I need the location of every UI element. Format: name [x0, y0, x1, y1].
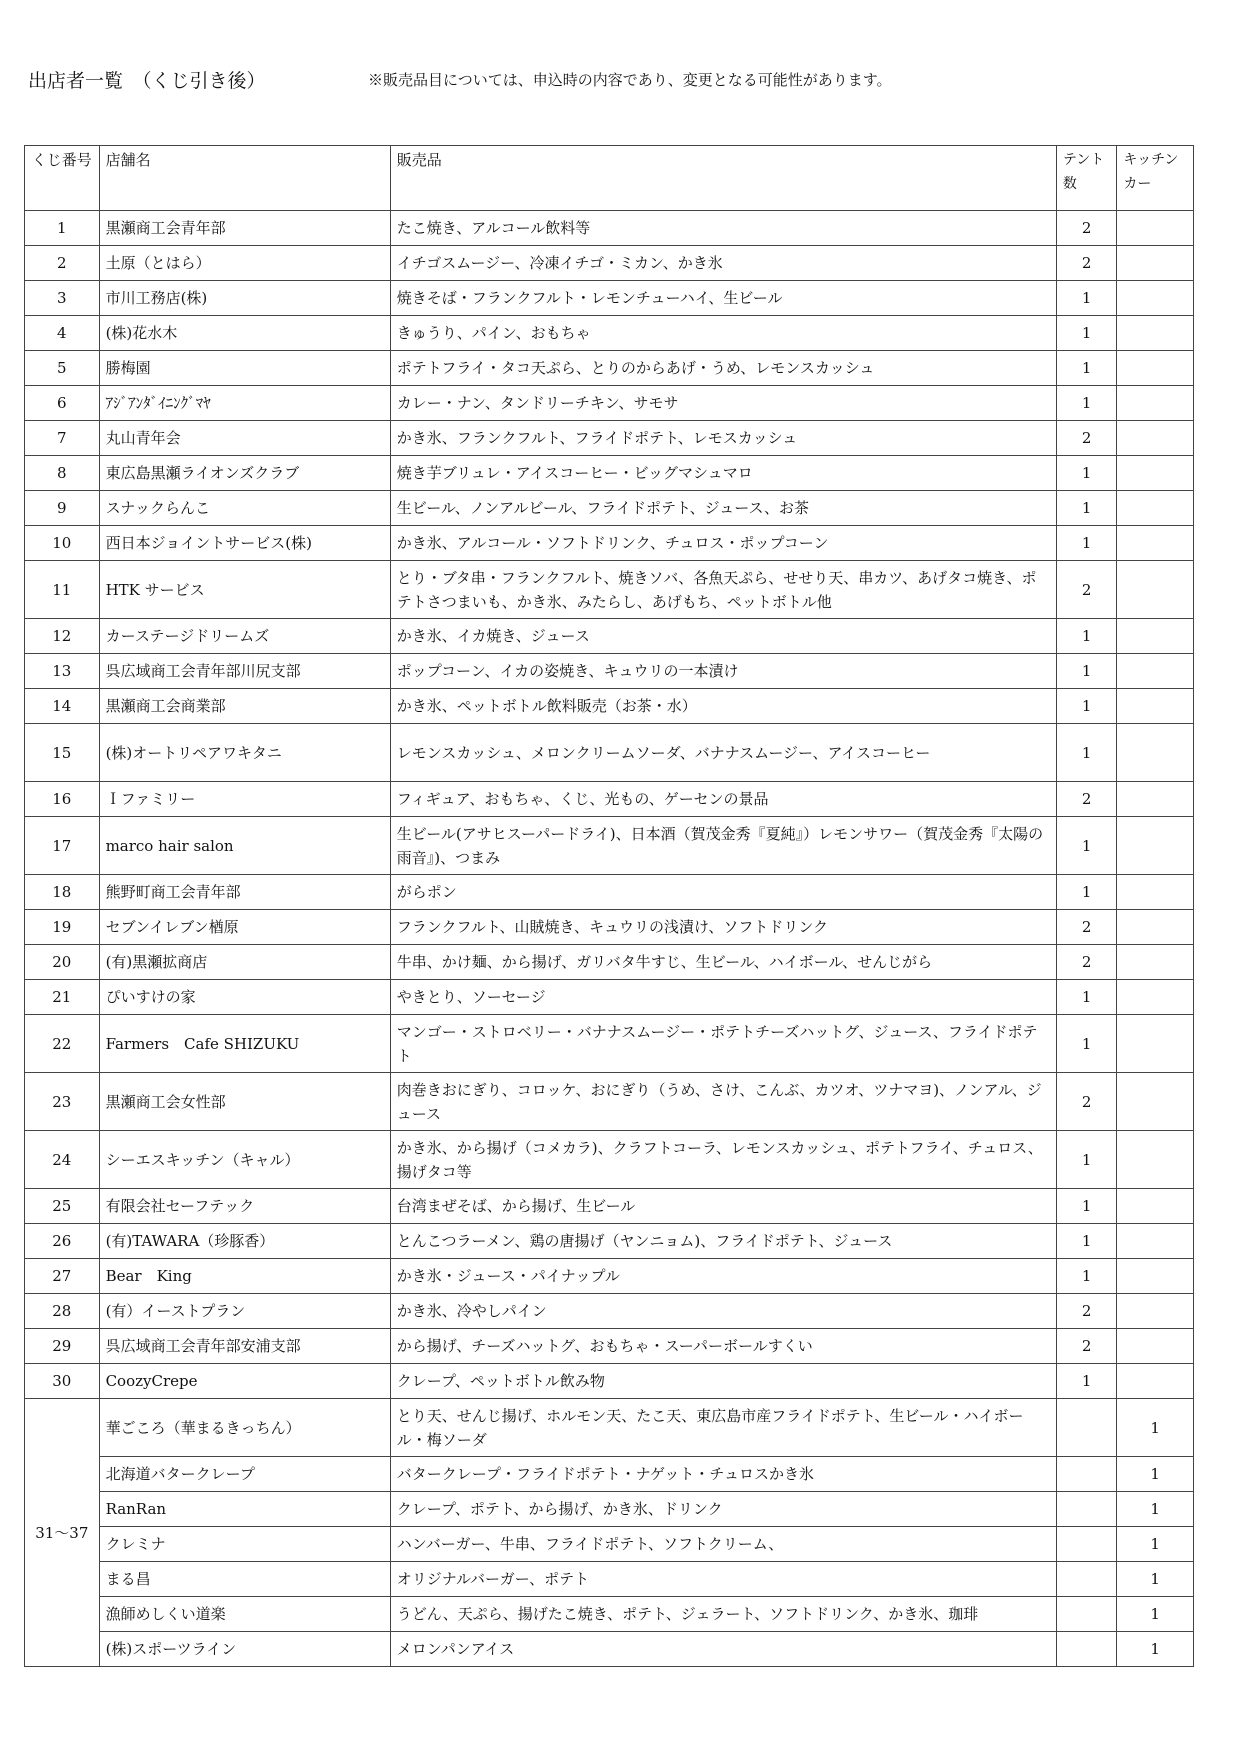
tent-count: 1	[1056, 1259, 1116, 1294]
kitchen-car-count	[1117, 211, 1194, 246]
lottery-number: 24	[25, 1131, 100, 1189]
table-row	[25, 689, 1194, 724]
shop-name: 黒瀬商工会女性部	[99, 1073, 390, 1131]
tent-count: 1	[1056, 526, 1116, 561]
kitchen-car-count	[1117, 456, 1194, 491]
kitchen-car-count: 1	[1117, 1492, 1194, 1527]
shop-name: 北海道バタークレープ	[99, 1457, 390, 1492]
tent-count: 2	[1056, 1294, 1116, 1329]
shop-name: (株)オートリペアワキタニ	[99, 724, 390, 782]
shop-name: (有)黒瀬拡商店	[99, 945, 390, 980]
sale-items: 生ビール、ノンアルビール、フライドポテト、ジュース、お茶	[390, 491, 1056, 526]
sale-items: フランクフルト、山賊焼き、キュウリの浅漬け、ソフトドリンク	[390, 910, 1056, 945]
page-title: 出店者一覧 （くじ引き後）	[28, 70, 266, 92]
tent-count: 1	[1056, 491, 1116, 526]
tent-count	[1056, 1597, 1116, 1632]
vendor-table	[24, 145, 1194, 1667]
table-row	[25, 875, 1194, 910]
kitchen-car-count	[1117, 386, 1194, 421]
sale-items: 生ビール(アサヒスーパードライ)、日本酒（賀茂金秀『夏純』）レモンサワー（賀茂金秀『太陽の雨音』)、つまみ	[390, 817, 1056, 875]
table-row	[25, 1457, 1194, 1492]
lottery-number: 6	[25, 386, 100, 421]
kitchen-car-count	[1117, 1294, 1194, 1329]
tent-count: 2	[1056, 910, 1116, 945]
sale-items: うどん、天ぷら、揚げたこ焼き、ポテト、ジェラート、ソフトドリンク、かき氷、珈琲	[390, 1597, 1056, 1632]
lottery-number: 3	[25, 281, 100, 316]
tent-count: 1	[1056, 1224, 1116, 1259]
kitchen-car-count	[1117, 619, 1194, 654]
lottery-number: 12	[25, 619, 100, 654]
kitchen-car-count	[1117, 316, 1194, 351]
sale-items: レモンスカッシュ、メロンクリームソーダ、バナナスムージー、アイスコーヒー	[390, 724, 1056, 782]
table-row	[25, 421, 1194, 456]
tent-count: 1	[1056, 1364, 1116, 1399]
sale-items: マンゴー・ストロベリー・バナナスムージー・ポテトチーズハットグ、ジュース、フライドポテト	[390, 1015, 1056, 1073]
kitchen-car-count: 1	[1117, 1562, 1194, 1597]
kitchen-car-count	[1117, 654, 1194, 689]
shop-name: 市川工務店(株)	[99, 281, 390, 316]
shop-name: Bear King	[99, 1259, 390, 1294]
kitchen-car-count: 1	[1117, 1597, 1194, 1632]
tent-count	[1056, 1562, 1116, 1597]
table-row	[25, 654, 1194, 689]
sale-items: かき氷、から揚げ（コメカラ)、クラフトコーラ、レモンスカッシュ、ポテトフライ、チュロス、揚げタコ等	[390, 1131, 1056, 1189]
shop-name: 有限会社セーフテック	[99, 1189, 390, 1224]
table-row	[25, 1224, 1194, 1259]
kitchen-car-count	[1117, 1364, 1194, 1399]
tent-count: 1	[1056, 817, 1116, 875]
tent-count: 1	[1056, 1015, 1116, 1073]
sale-items: 牛串、かけ麺、から揚げ、ガリバタ牛すじ、生ビール、ハイボール、せんじがら	[390, 945, 1056, 980]
tent-count: 2	[1056, 561, 1116, 619]
table-row	[25, 724, 1194, 782]
shop-name: (有)TAWARA（珍豚香）	[99, 1224, 390, 1259]
sale-items: かき氷、フランクフルト、フライドポテト、レモスカッシュ	[390, 421, 1056, 456]
sale-items: とり・ブタ串・フランクフルト、焼きソバ、各魚天ぷら、せせり天、串カツ、あげタコ焼き、ポテトさつまいも、かき氷、みたらし、あげもち、ペットボトル他	[390, 561, 1056, 619]
kitchen-car-count	[1117, 281, 1194, 316]
table-row	[25, 1189, 1194, 1224]
table-row	[25, 351, 1194, 386]
table-row	[25, 980, 1194, 1015]
lottery-number: 26	[25, 1224, 100, 1259]
sale-items: クレープ、ポテト、から揚げ、かき氷、ドリンク	[390, 1492, 1056, 1527]
lottery-number: 1	[25, 211, 100, 246]
table-row	[25, 1015, 1194, 1073]
shop-name: セブンイレブン楢原	[99, 910, 390, 945]
shop-name: スナックらんこ	[99, 491, 390, 526]
tent-count	[1056, 1632, 1116, 1667]
lottery-number: 8	[25, 456, 100, 491]
kitchen-car-count: 1	[1117, 1399, 1194, 1457]
lottery-number: 14	[25, 689, 100, 724]
tent-count: 1	[1056, 316, 1116, 351]
shop-name: (株)花水木	[99, 316, 390, 351]
table-row	[25, 1527, 1194, 1562]
table-row	[25, 1632, 1194, 1667]
kitchen-car-count	[1117, 875, 1194, 910]
page-header	[28, 66, 1228, 96]
shop-name: ぴいすけの家	[99, 980, 390, 1015]
tent-count	[1056, 1527, 1116, 1562]
shop-name: ｱｼﾞｱﾝﾀﾞｲﾆﾝｸﾞﾏﾔ	[99, 386, 390, 421]
kitchen-car-count	[1117, 351, 1194, 386]
sale-items: イチゴスムージー、冷凍イチゴ・ミカン、かき氷	[390, 246, 1056, 281]
lottery-number: 21	[25, 980, 100, 1015]
kitchen-car-count	[1117, 782, 1194, 817]
shop-name: 勝梅園	[99, 351, 390, 386]
kitchen-car-count	[1117, 491, 1194, 526]
tent-count: 1	[1056, 689, 1116, 724]
tent-count: 2	[1056, 1329, 1116, 1364]
lottery-number-group: 31～37	[25, 1399, 100, 1667]
sale-items: オリジナルバーガー、ポテト	[390, 1562, 1056, 1597]
table-row	[25, 1562, 1194, 1597]
shop-name: 丸山青年会	[99, 421, 390, 456]
shop-name: CoozyCrepe	[99, 1364, 390, 1399]
kitchen-car-count	[1117, 1259, 1194, 1294]
sale-items: とんこつラーメン、鶏の唐揚げ（ヤンニョム)、フライドポテト、ジュース	[390, 1224, 1056, 1259]
tent-count: 1	[1056, 875, 1116, 910]
lottery-number: 2	[25, 246, 100, 281]
lottery-number: 18	[25, 875, 100, 910]
lottery-number: 28	[25, 1294, 100, 1329]
shop-name: 西日本ジョイントサービス(株)	[99, 526, 390, 561]
kitchen-car-count	[1117, 1015, 1194, 1073]
sale-items: 台湾まぜそば、から揚げ、生ビール	[390, 1189, 1056, 1224]
sale-items: やきとり、ソーセージ	[390, 980, 1056, 1015]
sale-items: きゅうり、パイン、おもちゃ	[390, 316, 1056, 351]
sale-items: ポテトフライ・タコ天ぷら、とりのからあげ・うめ、レモンスカッシュ	[390, 351, 1056, 386]
kitchen-car-count	[1117, 945, 1194, 980]
lottery-number: 9	[25, 491, 100, 526]
shop-name: (株)スポーツライン	[99, 1632, 390, 1667]
shop-name: marco hair salon	[99, 817, 390, 875]
table-body	[25, 211, 1194, 1667]
kitchen-car-count: 1	[1117, 1457, 1194, 1492]
sale-items: ポップコーン、イカの姿焼き、キュウリの一本漬け	[390, 654, 1056, 689]
sale-items: から揚げ、チーズハットグ、おもちゃ・スーパーボールすくい	[390, 1329, 1056, 1364]
lottery-number: 4	[25, 316, 100, 351]
shop-name: 漁師めしくい道楽	[99, 1597, 390, 1632]
kitchen-car-count	[1117, 724, 1194, 782]
sale-items: かき氷・ジュース・パイナップル	[390, 1259, 1056, 1294]
sale-items: かき氷、アルコール・ソフトドリンク、チュロス・ポップコーン	[390, 526, 1056, 561]
sale-items: 焼き芋ブリュレ・アイスコーヒー・ビッグマシュマロ	[390, 456, 1056, 491]
tent-count: 1	[1056, 619, 1116, 654]
table-row	[25, 211, 1194, 246]
sale-items: かき氷、イカ焼き、ジュース	[390, 619, 1056, 654]
sale-items: かき氷、冷やしパイン	[390, 1294, 1056, 1329]
table-row	[25, 316, 1194, 351]
shop-name: まる昌	[99, 1562, 390, 1597]
shop-name: 黒瀬商工会青年部	[99, 211, 390, 246]
tent-count: 1	[1056, 1189, 1116, 1224]
tent-count	[1056, 1457, 1116, 1492]
table-row	[25, 561, 1194, 619]
sale-items: フィギュア、おもちゃ、くじ、光もの、ゲーセンの景品	[390, 782, 1056, 817]
lottery-number: 29	[25, 1329, 100, 1364]
lottery-number: 30	[25, 1364, 100, 1399]
tent-count: 1	[1056, 386, 1116, 421]
tent-count: 1	[1056, 654, 1116, 689]
lottery-number: 7	[25, 421, 100, 456]
lottery-number: 27	[25, 1259, 100, 1294]
tent-count: 1	[1056, 281, 1116, 316]
table-row	[25, 782, 1194, 817]
shop-name: 土原（とはら）	[99, 246, 390, 281]
sale-items: メロンパンアイス	[390, 1632, 1056, 1667]
table-row	[25, 491, 1194, 526]
sale-items: とり天、せんじ揚げ、ホルモン天、たこ天、東広島市産フライドポテト、生ビール・ハイボール・梅ソーダ	[390, 1399, 1056, 1457]
lottery-number: 20	[25, 945, 100, 980]
tent-count: 2	[1056, 246, 1116, 281]
table-row	[25, 817, 1194, 875]
tent-count: 2	[1056, 945, 1116, 980]
kitchen-car-count	[1117, 561, 1194, 619]
table-row	[25, 1073, 1194, 1131]
table-row	[25, 1259, 1194, 1294]
sale-items: クレープ、ペットボトル飲み物	[390, 1364, 1056, 1399]
kitchen-car-count	[1117, 1073, 1194, 1131]
tent-count: 1	[1056, 980, 1116, 1015]
kitchen-car-count	[1117, 817, 1194, 875]
table-row	[25, 910, 1194, 945]
shop-name: RanRan	[99, 1492, 390, 1527]
shop-name: Farmers Cafe SHIZUKU	[99, 1015, 390, 1073]
header-tents: テント数	[1056, 146, 1116, 211]
table-row	[25, 281, 1194, 316]
shop-name: 華ごころ（華まるきっちん）	[99, 1399, 390, 1457]
shop-name: HTK サービス	[99, 561, 390, 619]
tent-count: 2	[1056, 782, 1116, 817]
kitchen-car-count: 1	[1117, 1632, 1194, 1667]
tent-count	[1056, 1492, 1116, 1527]
sale-items: がらポン	[390, 875, 1056, 910]
lottery-number: 19	[25, 910, 100, 945]
lottery-number: 15	[25, 724, 100, 782]
table-row	[25, 619, 1194, 654]
tent-count: 1	[1056, 351, 1116, 386]
table-row	[25, 1329, 1194, 1364]
lottery-number: 25	[25, 1189, 100, 1224]
table-row	[25, 1364, 1194, 1399]
kitchen-car-count: 1	[1117, 1527, 1194, 1562]
sale-items: バタークレープ・フライドポテト・ナゲット・チュロスかき氷	[390, 1457, 1056, 1492]
table-row	[25, 526, 1194, 561]
kitchen-car-count	[1117, 1224, 1194, 1259]
lottery-number: 10	[25, 526, 100, 561]
header-number: くじ番号	[25, 146, 100, 211]
lottery-number: 13	[25, 654, 100, 689]
table-row	[25, 1492, 1194, 1527]
sale-items: かき氷、ペットボトル飲料販売（お茶・水）	[390, 689, 1056, 724]
lottery-number: 5	[25, 351, 100, 386]
table-header-row	[25, 146, 1194, 211]
sale-items: 焼きそば・フランクフルト・レモンチューハイ、生ビール	[390, 281, 1056, 316]
kitchen-car-count	[1117, 1131, 1194, 1189]
shop-name: 呉広域商工会青年部川尻支部	[99, 654, 390, 689]
shop-name: 熊野町商工会青年部	[99, 875, 390, 910]
table-row	[25, 1597, 1194, 1632]
sale-items: ハンバーガー、牛串、フライドポテト、ソフトクリーム、	[390, 1527, 1056, 1562]
shop-name: Ｉファミリー	[99, 782, 390, 817]
lottery-number: 17	[25, 817, 100, 875]
table-row	[25, 1131, 1194, 1189]
kitchen-car-count	[1117, 1329, 1194, 1364]
lottery-number: 23	[25, 1073, 100, 1131]
table-row	[25, 386, 1194, 421]
kitchen-car-count	[1117, 980, 1194, 1015]
kitchen-car-count	[1117, 246, 1194, 281]
lottery-number: 11	[25, 561, 100, 619]
table-row	[25, 1399, 1194, 1457]
shop-name: シーエスキッチン（キャル）	[99, 1131, 390, 1189]
tent-count: 1	[1056, 1131, 1116, 1189]
lottery-number: 16	[25, 782, 100, 817]
header-items: 販売品	[390, 146, 1056, 211]
tent-count	[1056, 1399, 1116, 1457]
kitchen-car-count	[1117, 421, 1194, 456]
table-row	[25, 945, 1194, 980]
shop-name: (有）イーストプラン	[99, 1294, 390, 1329]
tent-count: 2	[1056, 211, 1116, 246]
sale-items: カレー・ナン、タンドリーチキン、サモサ	[390, 386, 1056, 421]
table-row	[25, 246, 1194, 281]
kitchen-car-count	[1117, 1189, 1194, 1224]
shop-name: 黒瀬商工会商業部	[99, 689, 390, 724]
table-row	[25, 456, 1194, 491]
tent-count: 2	[1056, 421, 1116, 456]
table-row	[25, 1294, 1194, 1329]
shop-name: 呉広域商工会青年部安浦支部	[99, 1329, 390, 1364]
notice-text: ※販売品目については、申込時の内容であり、変更となる可能性があります。	[368, 71, 892, 89]
tent-count: 1	[1056, 456, 1116, 491]
shop-name: 東広島黒瀬ライオンズクラブ	[99, 456, 390, 491]
kitchen-car-count	[1117, 910, 1194, 945]
shop-name: クレミナ	[99, 1527, 390, 1562]
header-kitchen: キッチンカー	[1117, 146, 1194, 211]
tent-count: 2	[1056, 1073, 1116, 1131]
kitchen-car-count	[1117, 526, 1194, 561]
kitchen-car-count	[1117, 689, 1194, 724]
sale-items: 肉巻きおにぎり、コロッケ、おにぎり（うめ、さけ、こんぶ、カツオ、ツナマヨ)、ノンアル、ジュース	[390, 1073, 1056, 1131]
shop-name: カーステージドリームズ	[99, 619, 390, 654]
tent-count: 1	[1056, 724, 1116, 782]
header-shop: 店舗名	[99, 146, 390, 211]
sale-items: たこ焼き、アルコール飲料等	[390, 211, 1056, 246]
lottery-number: 22	[25, 1015, 100, 1073]
